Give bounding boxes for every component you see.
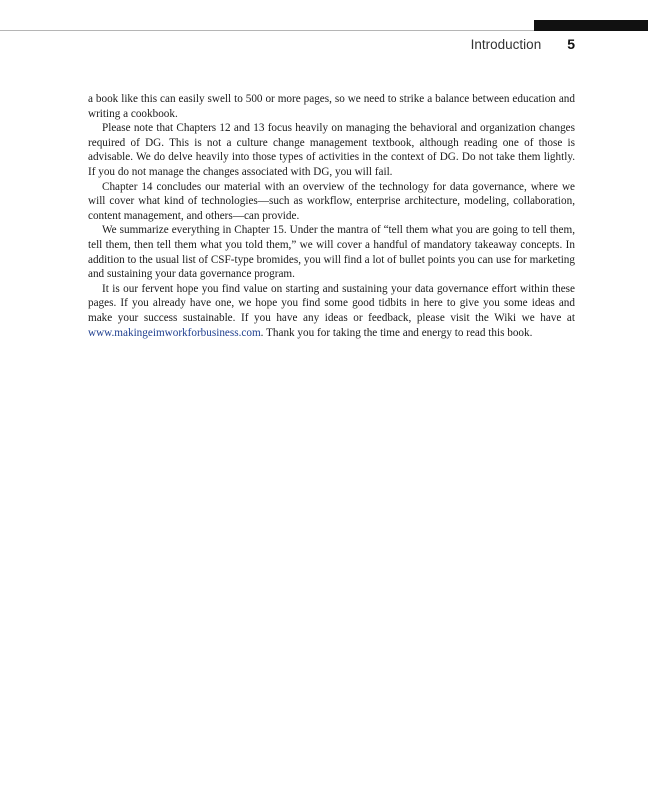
paragraph-text: It is our fervent hope you find value on starting and sustaining your data governance effort within these pages. If you already have one, we hope you find some good tidbits in here to give you some ideas and make your success sustainable. If you have any ideas or feedback, please visit the Wiki we have at xyxy=(88,282,575,324)
paragraph: Chapter 14 concludes our material with an overview of the technology for data governance, where we will cover what kind of technologies—such as workflow, enterprise architecture, modeling, collaboration, content management, and others—can provide. xyxy=(88,180,575,222)
body-text xyxy=(88,92,575,340)
page-number: 5 xyxy=(567,36,575,52)
website-link[interactable]: www.makingeimworkforbusiness.com xyxy=(88,326,261,339)
chapter-title: Introduction xyxy=(470,36,542,52)
paragraph xyxy=(88,282,575,340)
header-bar xyxy=(534,20,648,31)
running-head xyxy=(0,35,575,53)
paragraph: Please note that Chapters 12 and 13 focus heavily on managing the behavioral and organization changes required of DG. This is not a culture change management textbook, although reading one of those is advisable. We do delve heavily into those types of activities in the context of DG. Do not take them lightly. If you do not manage the changes associated with DG, you will fail. xyxy=(88,122,575,178)
paragraph-text: . Thank you for taking the time and energy to read this book. xyxy=(260,326,533,339)
paragraph: a book like this can easily swell to 500 or more pages, so we need to strike a balance between education and writing a cookbook. xyxy=(88,93,575,120)
header-rule xyxy=(0,30,536,31)
paragraph: We summarize everything in Chapter 15. Under the mantra of “tell them what you are going to tell them, tell them, then tell them what you told them,” we will cover a handful of mandatory takeaway concepts. In addition to the usual list of CSF-type bromides, you will find a lot of bullet points you can use for marketing and sustaining your data governance program. xyxy=(88,224,575,281)
